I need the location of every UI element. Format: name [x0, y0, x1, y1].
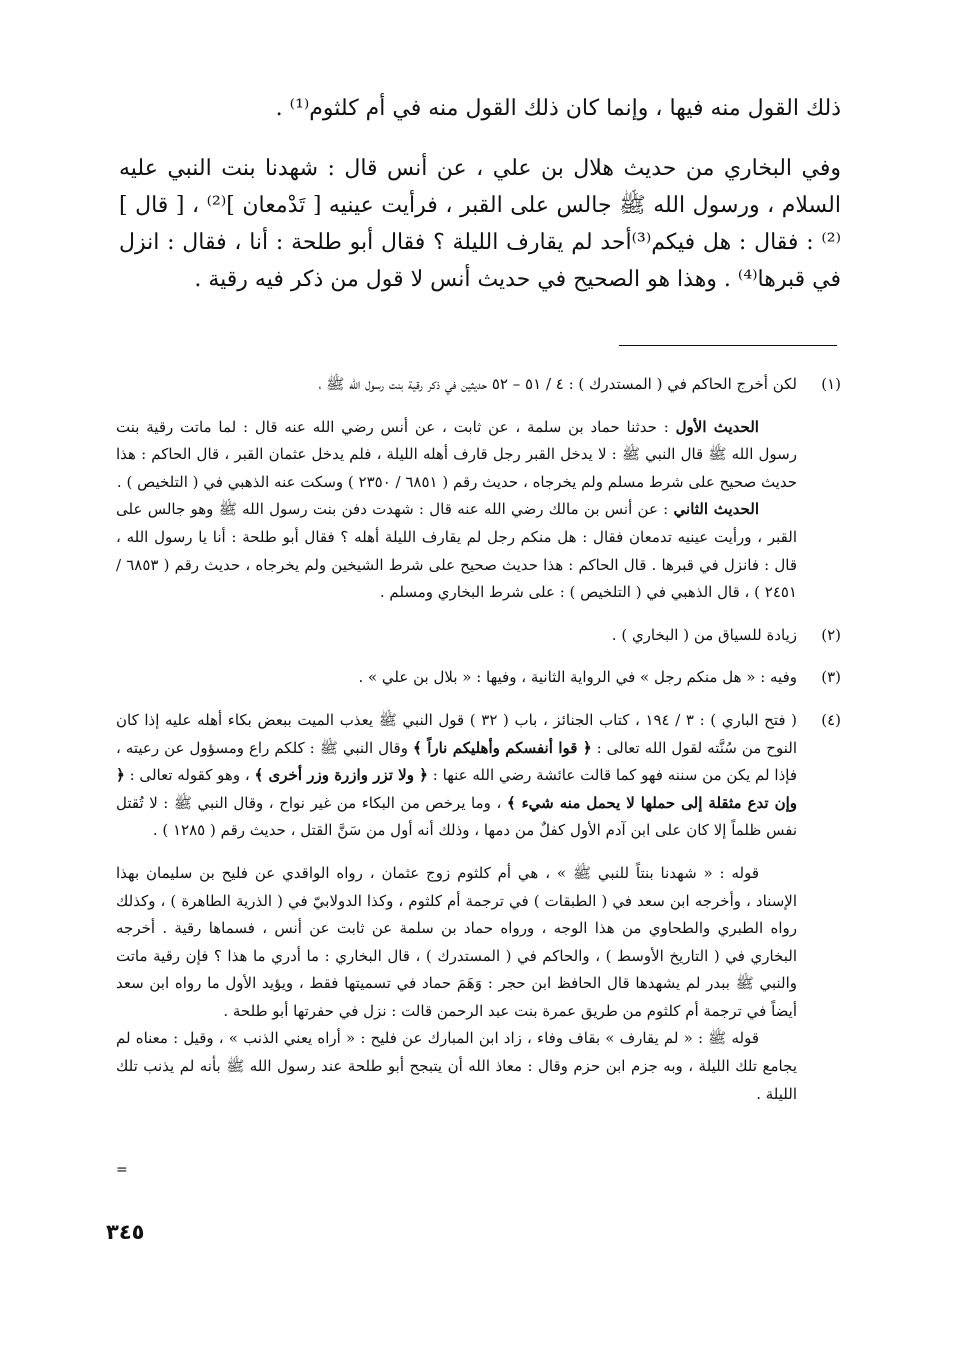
footnotes — [116, 356, 841, 1108]
footnote-2 — [116, 622, 841, 650]
footnote-number: (٣) — [821, 668, 841, 687]
main-paragraph-2-text: وفي البخاري من حديث هلال بن علي ، عن أنس قال : شهدنا بنت النبي عليه السلام ، ورسول الله ﷺ جالس على القبر ، فرأيت عينيه [ تَدْمعان ]⁽²⁾ ، [ قال ]⁽²⁾ : فقال : هل فيكم⁽³⁾أحد لم يقارف الليلة ؟ فقال أبو طلحة : أنا ، فقال : انزل في قبرها⁽⁴⁾ . وهذا هو الصحيح في حديث أنس لا قول من ذكر فيه رقية . — [119, 156, 841, 292]
footnote-1-hadith-2 — [116, 496, 797, 606]
quran-verse-1: ﴿ قوا أنفسكم وأهليكم ناراً ﴾ — [412, 738, 592, 757]
page-number: ٣٤٥ — [106, 1220, 145, 1244]
footnote-4-part-1 — [116, 707, 797, 845]
footnote-1 — [116, 371, 841, 607]
footnote-4-para-3: قوله ﷺ : « لم يقارف » بقاف وفاء ، زاد ابن المبارك عن فليح : « أراه يعني الذنب » ، وقيل : معناه لم يجامع تلك الليلة ، وبه جزم ابن حزم وقال : معاذ الله أن يتبجح أبو طلحة عند رسول الله ﷺ بأنه لم يذنب تلك الليلة . — [116, 1029, 797, 1103]
footnote-number: (١) — [821, 375, 841, 393]
footnote-4-para-2: قوله : « شهدنا بنتاً للنبي ﷺ » ، هي أم كلثوم زوج عثمان ، رواه الواقدي عن فليح بن سليمان بهذا الإسناد ، وأخرجه ابن سعد في ( الطبقات ) في ترجمة أم كلثوم ، وكذا الدولابيّ في ( الذرية الطاهرة ) ، وكذلك رواه الطبري والطحاوي من هذا الوجه ، ورواه حماد بن سلمة عن ثابت عن أنس ، فسماها رقية . أخرجه البخاري في ( التاريخ الأوسط ) ، والحاكم في ( المستدرك ) ، قال البخاري : ما أدري ما هذا ؟ فإن رقية ماتت والنبي ﷺ ببدر لم يشهدها قال الحافظ ابن حجر : وَهَمَ حماد في تسميتها فقط ، ويؤيد الأول ما رواه ابن سعد أيضاً في ترجمة أم كلثوم من طريق عمرة بنت عبد الرحمن قالت : نزل في حفرتها أبو طلحة . — [116, 863, 797, 1020]
footnote-separator — [619, 345, 837, 346]
footnote-2-text: زيادة للسياق من ( البخاري ) . — [611, 625, 797, 644]
hadith-1-label: الحديث الأول — [675, 417, 759, 436]
footnote-number: (٢) — [821, 625, 841, 644]
footnote-3 — [116, 664, 841, 692]
fn4-text-d: ، وما يرخص من البكاء من غير نواح ، وقال النبي ﷺ : لا تُقتل نفس ظلماً إلا كان على ابن آدم الأول كفلٌ من دمها ، وذلك أنه أول من سَنَّ القتل ، حديث رقم ( ١٢٨٥ ) . — [116, 793, 797, 840]
footnote-4 — [116, 707, 841, 1108]
main-paragraph-1-text: ذلك القول منه فيها ، وإنما كان ذلك القول منه في أم كلثوم⁽¹⁾ . — [275, 96, 841, 121]
footnote-1-intro: لكن أخرج الحاكم في ( المستدرك ) : ٤ / ٥١ – ٥٢ حديثين في ذكر رقية بنت رسول الله ﷺ ، — [318, 375, 797, 393]
footnote-1-hadith-1 — [116, 414, 797, 497]
quran-verse-3: ﴿ وإن تدع مثقلة إلى حملها لا يحمل منه شيء ﴾ — [116, 766, 797, 812]
hadith-2-label: الحديث الثاني — [673, 500, 759, 519]
hadith-2-text: : عن أنس بن مالك رضي الله عنه قال : شهدت دفن بنت رسول الله ﷺ وهو جالس على القبر ، ورأيت عينيه تدمعان فقال : هل منكم رجل لم يقارف الليلة أهله ؟ فقال أبو طلحة : أنا يا رسول الله ، قال : فانزل في قبرها . قال الحاكم : هذا حديث صحيح على شرط الشيخين ولم يخرجاه ، حديث رقم ( ٦٨٥٣ / ٢٤٥١ ) ، قال الذهبي في ( التلخيص ) : على شرط البخاري ومسلم . — [116, 500, 797, 602]
footnote-number: (٤) — [821, 710, 841, 729]
fn4-text-b: وقال النبي ﷺ : كلكم راع ومسؤول عن رعيته ، فإذا لم يكن من سننه فهو كما قالت عائشة رضي الله عنها : — [116, 738, 797, 785]
footnote-3-text: وفيه : « هل منكم رجل » في الرواية الثانية ، وفيها : « بلال بن علي » . — [358, 668, 797, 687]
quran-verse-2: ﴿ ولا تزر وازرة وزر أخرى ﴾ — [254, 766, 428, 785]
main-paragraph-1 — [119, 90, 841, 127]
main-paragraph-2 — [119, 150, 841, 298]
hadith-1-text: : حدثنا حماد بن سلمة ، عن ثابت ، عن أنس رضي الله عنه قال : لما ماتت رقية بنت رسول الله ﷺ قال النبي ﷺ : لا يدخل القبر رجل قارف أهله الليلة ، فلم يدخل عثمان القبر ، قال الحاكم : هذا حديث صحيح على شرط مسلم ولم يخرجاه ، حديث رقم ( ٦٨٥١ / ٢٣٥٠ ) وسكت عنه الذهبي في ( التلخيص ) . — [116, 417, 797, 491]
fn4-text-c: ، وهو كقوله تعالى : — [129, 766, 250, 785]
continuation-mark: = — [116, 1162, 128, 1178]
fn4-text-a: ( فتح الباري ) : ٣ / ١٩٤ ، كتاب الجنائز ، باب ( ٣٢ ) قول النبي ﷺ يعذب الميت ببعض بكاء أهله عليه إذا كان النوح من سُنَّته لقول الله تعالى : — [116, 710, 798, 757]
